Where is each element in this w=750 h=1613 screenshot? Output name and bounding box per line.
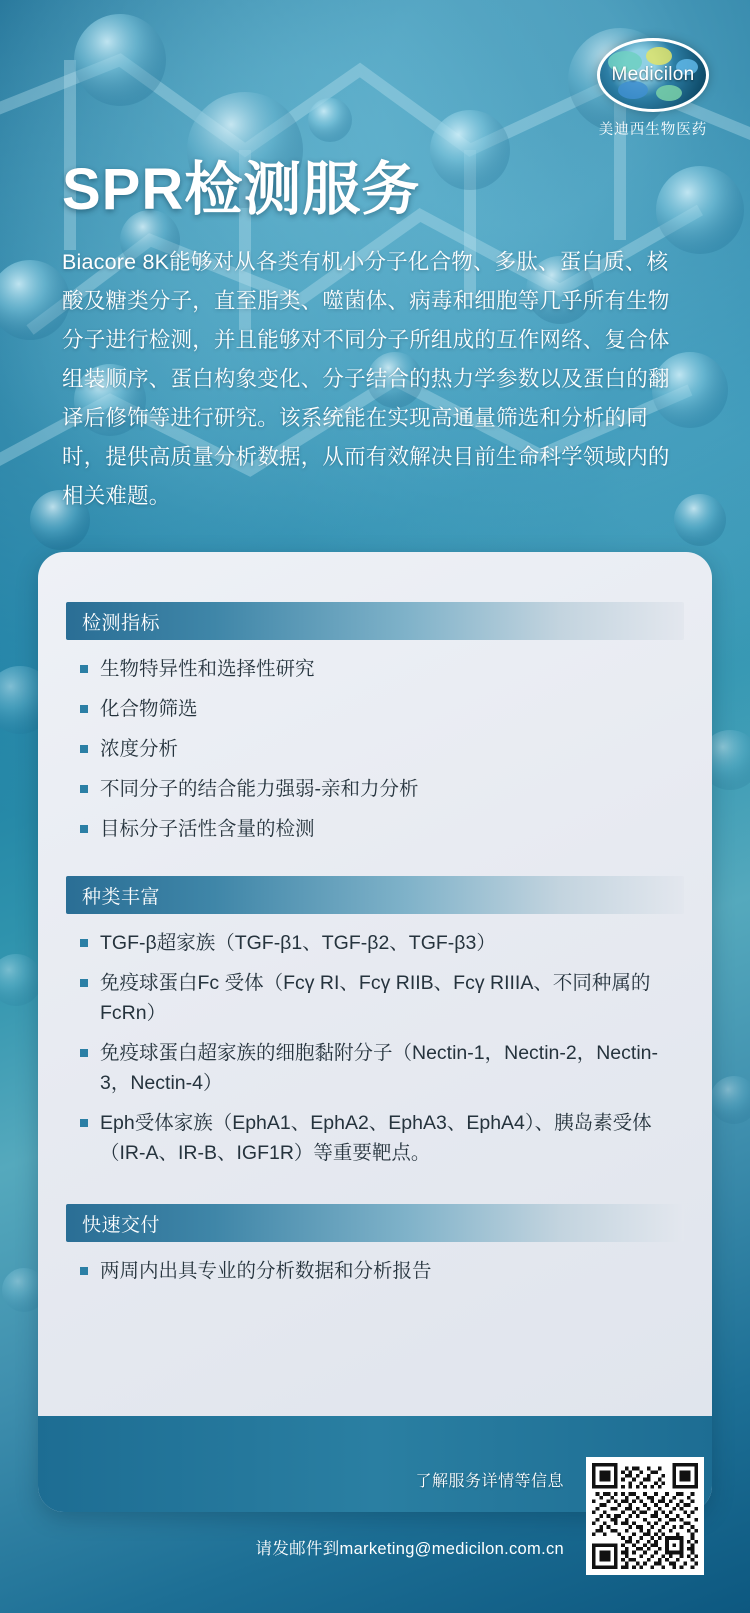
list-detection-metrics [66, 654, 684, 844]
section-header-detection-metrics [66, 602, 684, 640]
intro-paragraph: Biacore 8K能够对从各类有机小分子化合物、多肽、蛋白质、核酸及糖类分子，直至脂类、噬菌体、病毒和细胞等几乎所有生物分子进行检测，并且能够对不同分子所组成的互作网络、复合体组装顺序、蛋白构象变化、分子结合的热力学参数以及蛋白的翻译后修饰等进行研究。该系统能在实现高通量筛选和分析的同时，提供高质量分析数据，从而有效解决目前生命科学领域内的相关难题。 [62, 250, 670, 508]
logo-wordmark: Medicilon [611, 64, 695, 85]
list-item: 两周内出具专业的分析数据和分析报告 [66, 1256, 684, 1286]
logo-globe-icon [597, 38, 709, 112]
logo-chinese-name: 美迪西生物医药 [598, 122, 708, 138]
brand-logo [582, 38, 724, 139]
footer-email-label[interactable]: 请发邮件到marketing@medicilon.com.cn [255, 1540, 564, 1558]
section-title: 检测指标 [82, 612, 161, 634]
list-item: 生物特异性和选择性研究 [66, 654, 684, 684]
page-title: SPR检测服务 [62, 157, 421, 222]
list-fast-delivery [66, 1256, 684, 1286]
list-item: 浓度分析 [66, 734, 684, 764]
list-item: 免疫球蛋白超家族的细胞黏附分子（Nectin-1，Nectin-2，Nectin-3，Nectin-4） [66, 1038, 684, 1098]
qr-code[interactable] [586, 1457, 704, 1575]
list-item: 目标分子活性含量的检测 [66, 814, 684, 844]
list-item: Eph受体家族（EphA1、EphA2、EphA3、EphA4）、胰岛素受体（IR-A、IR-B、IGF1R）等重要靶点。 [66, 1108, 684, 1168]
list-item: TGF-β超家族（TGF-β1、TGF-β2、TGF-β3） [66, 928, 684, 958]
list-variety [66, 928, 684, 1168]
list-item: 免疫球蛋白Fc 受体（Fcγ RI、Fcγ RIIB、Fcγ RIIIA、不同种属的FcRn） [66, 968, 684, 1028]
list-item: 不同分子的结合能力强弱-亲和力分析 [66, 774, 684, 804]
footer-info-label: 了解服务详情等信息 [415, 1473, 564, 1490]
section-title: 种类丰富 [82, 886, 161, 908]
section-header-fast-delivery [66, 1204, 684, 1242]
content-card [38, 552, 712, 1512]
list-item: 化合物筛选 [66, 694, 684, 724]
section-title: 快速交付 [82, 1214, 161, 1236]
section-header-variety [66, 876, 684, 914]
